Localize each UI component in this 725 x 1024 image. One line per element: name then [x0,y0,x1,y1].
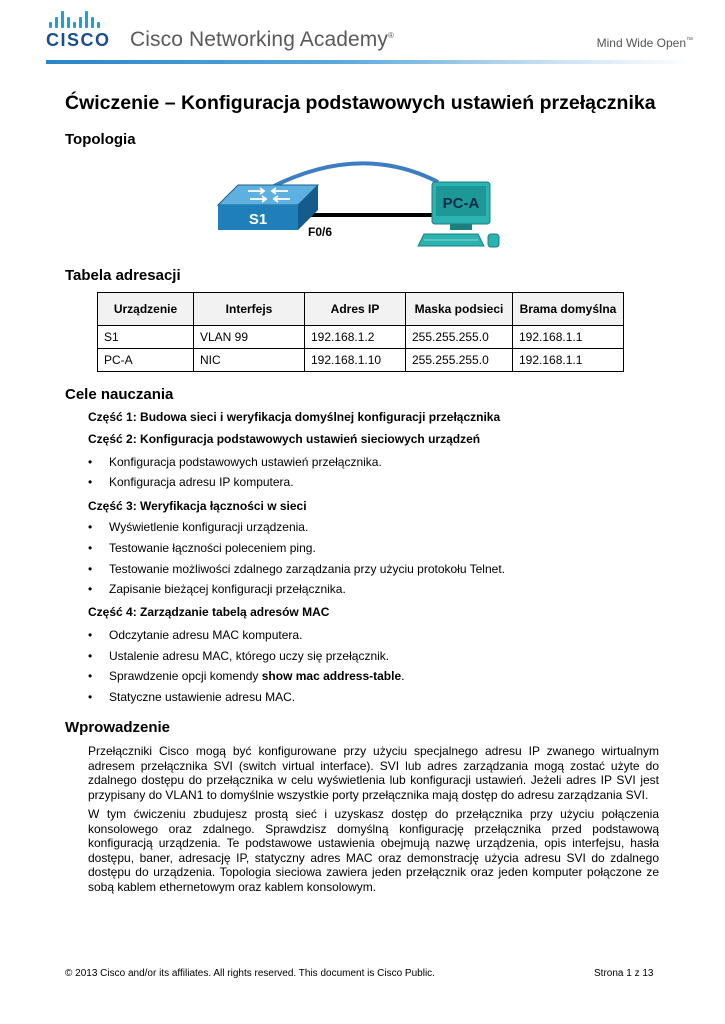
table-cell: 192.168.1.10 [305,349,406,372]
bullet-icon: • [88,541,93,555]
table-cell: S1 [98,326,194,349]
part-2-heading: Część 2: Konfiguracja podstawowych ustawień sieciowych urządzeń [88,432,481,446]
bullet-icon: • [88,475,93,489]
part-1-heading: Część 1: Budowa sieci i weryfikacja domyślnej konfiguracji przełącznika [88,410,501,424]
column-header: Urządzenie [98,293,194,326]
goals-heading: Cele nauczania [65,386,174,403]
bullet-icon: • [88,628,93,642]
column-header: Adres IP [305,293,406,326]
switch-label: S1 [248,211,268,228]
cisco-logo [46,10,111,50]
column-header: Maska podsieci [406,293,513,326]
table-cell: 192.168.1.1 [513,349,624,372]
intro-paragraph: W tym ćwiczeniu zbudujesz prostą sieć i uzyskasz dostęp do przełącznika przy użyciu połączenia konsolowego oraz zdalnego. Sprawdzisz domyślną konfigurację przełącznika przed podstawową konfiguracją urządzenia. Te podstawowe ustawienia obejmują nazwę urządzenia, opis interfejsu, hasła dostępu, baner, adresację IP, statyczny adres MAC oraz demonstrację użycia adresu SVI do zdalnego dostępu do urządzenia. Topologia sieciowa zawiera jeden przełącznik oraz jeden komputer połączone ze sobą kablem ethernetowym oraz kablem konsolowym. [88,807,659,894]
cisco-bars-icon [49,10,111,28]
topology-heading: Topologia [65,131,136,148]
bullet-icon: • [88,649,93,663]
page-number: Strona 1 z 13 [594,968,654,979]
table-row [98,349,624,372]
intro-paragraph: Przełączniki Cisco mogą być konfigurowane przy użyciu specjalnego adresu IP zwanego wirtualnym adresem przełącznika SVI (switch virtual interface). SVI lub adres zarządzania mogą zostać użyte do zdalnego dostępu do przełącznika w celu wyświetlenia lub konfiguracji ustawień. Jeżeli adres IP SVI jest przypisany do VLAN1 to domyślnie wszystkie porty przełącznika mają dostęp do adresu zarządzania SVI. [88,744,659,802]
page-title: Ćwiczenie – Konfiguracja podstawowych ustawień przełącznika [65,92,656,114]
topology-diagram [210,160,510,252]
bullet-icon: • [88,520,93,534]
pc-label: PC-A [442,195,480,212]
table-cell: 192.168.1.1 [513,326,624,349]
column-header: Brama domyślna [513,293,624,326]
table-cell: PC-A [98,349,194,372]
port-label: F0/6 [308,225,333,239]
table-cell: 255.255.255.0 [406,349,513,372]
part-4-heading: Część 4: Zarządzanie tabelą adresów MAC [88,605,330,619]
column-header: Interfejs [194,293,305,326]
bullet-icon: • [88,582,93,596]
table-cell: VLAN 99 [194,326,305,349]
table-cell: NIC [194,349,305,372]
bullet-icon: • [88,562,93,576]
academy-name: Cisco Networking Academy® [130,28,394,51]
cisco-wordmark: CISCO [46,30,111,50]
intro-heading: Wprowadzenie [65,719,171,736]
table-cell: 192.168.1.2 [305,326,406,349]
table-row [98,326,624,349]
part-3-heading: Część 3: Weryfikacja łączności w sieci [88,499,307,513]
tagline: Mind Wide Open™ [596,36,693,50]
command-text: show mac address-table [261,669,402,683]
table-heading: Tabela adresacji [65,267,181,284]
addressing-table [97,292,624,372]
table-cell: 255.255.255.0 [406,326,513,349]
switch-icon [218,185,318,230]
bullet-icon: • [88,455,93,469]
bullet-icon: • [88,669,93,683]
console-cable [270,163,438,188]
header-divider [46,60,693,64]
bullet-icon: • [88,690,93,704]
footer-copyright: © 2013 Cisco and/or its affiliates. All rights reserved. This document is Cisco Public. [65,968,435,979]
table-header-row [98,293,624,326]
